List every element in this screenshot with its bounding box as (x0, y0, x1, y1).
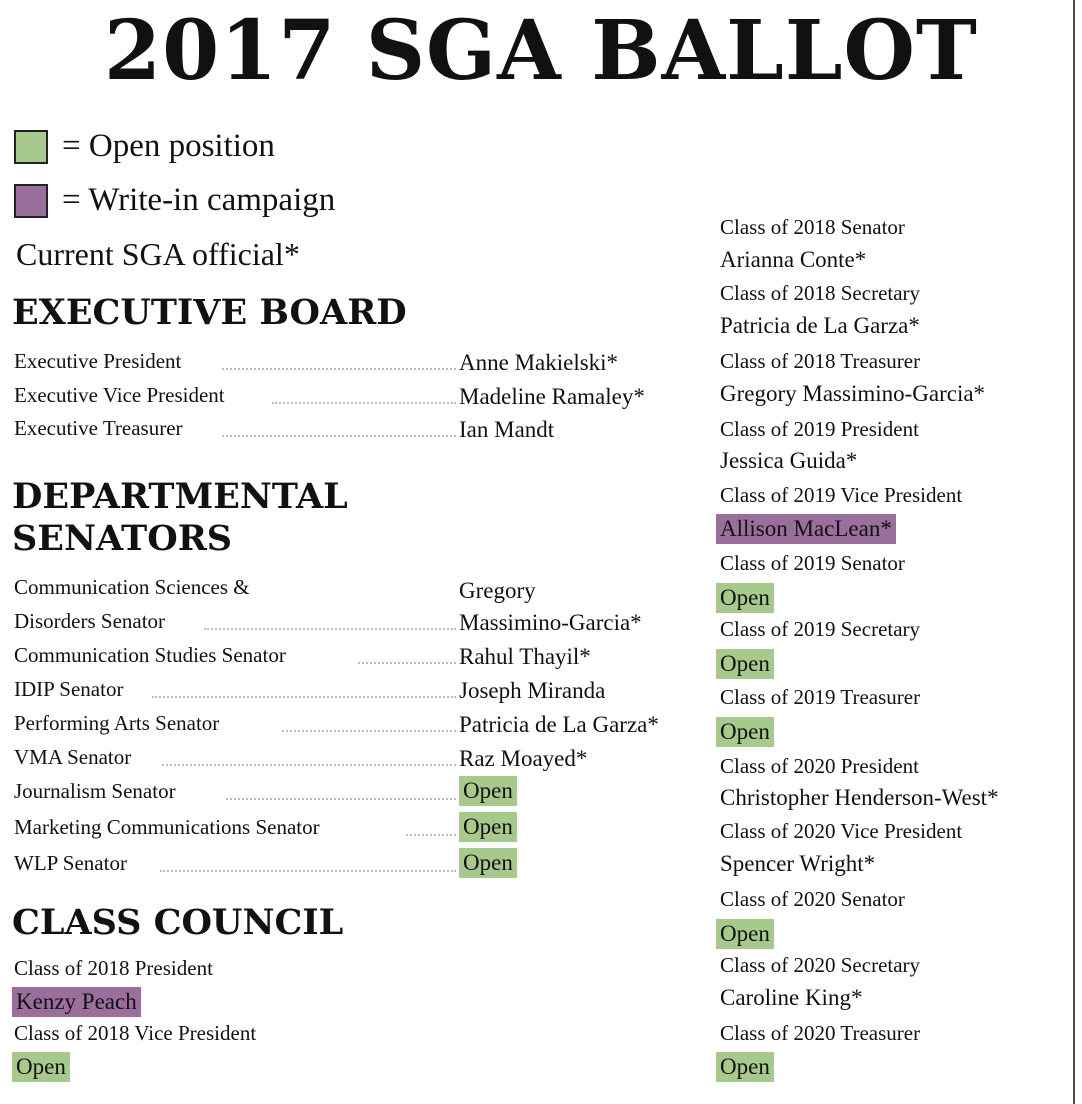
dot-leader (358, 662, 456, 664)
dot-leader (152, 696, 456, 698)
executive-row (14, 346, 704, 378)
departmental-row (14, 812, 704, 844)
candidate-name (716, 717, 774, 747)
open-badge: Open (459, 812, 517, 842)
candidate-name: Anne Makielski* (459, 350, 619, 375)
open-badge: Open (459, 848, 517, 878)
open-badge: Open (716, 1052, 774, 1082)
position-label: Class of 2019 Treasurer (720, 685, 921, 709)
position-label: Communication Studies Senator (14, 643, 286, 667)
open-badge: Open (716, 583, 774, 613)
departmental-row (14, 674, 704, 706)
candidate-name (716, 583, 774, 613)
candidate-name: Joseph Miranda (459, 678, 606, 703)
position-label: Journalism Senator (14, 779, 176, 803)
candidate-name: Gregory (459, 578, 536, 603)
candidate-name: Spencer Wright* (720, 851, 876, 876)
departmental-row (14, 572, 704, 604)
candidate-name (716, 649, 774, 679)
legend-open (14, 128, 275, 165)
dot-leader (406, 834, 456, 836)
page-border-line (1073, 0, 1075, 1104)
executive-row (14, 380, 704, 412)
dot-leader (162, 764, 456, 766)
ballot-title: 2017 SGA BALLOT (104, 3, 978, 99)
open-badge: Open (12, 1052, 70, 1082)
dot-leader (160, 870, 456, 872)
departmental-row (14, 606, 704, 638)
candidate-name: Massimino-Garcia* (459, 610, 642, 635)
candidate-name (716, 919, 774, 949)
candidate-name: Patricia de La Garza* (459, 712, 659, 737)
position-label: Class of 2020 President (720, 754, 919, 778)
position-label: Class of 2020 Secretary (720, 953, 921, 977)
open-swatch-icon (14, 130, 48, 164)
position-label: Disorders Senator (14, 609, 166, 633)
candidate-name: Christopher Henderson-West* (720, 785, 999, 810)
legend-open-label: = Open position (62, 128, 275, 164)
departmental-row (14, 708, 704, 740)
legend-current-official: Current SGA official* (16, 236, 300, 272)
position-label: Class of 2019 Senator (720, 551, 905, 575)
position-label: VMA Senator (14, 745, 132, 769)
candidate-name: Arianna Conte* (720, 247, 867, 272)
open-badge: Open (716, 717, 774, 747)
candidate-name (716, 514, 896, 544)
dot-leader (222, 435, 456, 437)
write-in-badge: Allison MacLean* (716, 514, 896, 544)
open-badge: Open (459, 776, 517, 806)
position-label: IDIP Senator (14, 677, 124, 701)
candidate-name (716, 1052, 774, 1082)
legend-write-in-label: = Write-in campaign (62, 182, 336, 218)
departmental-heading-line2: SENATORS (12, 518, 233, 559)
position-label: Class of 2020 Senator (720, 887, 905, 911)
departmental-heading-line1: DEPARTMENTAL (12, 476, 348, 517)
candidate-name: Patricia de La Garza* (720, 313, 920, 338)
position-label: Class of 2018 Senator (720, 215, 905, 239)
position-label: Class of 2018 Vice President (14, 1021, 257, 1045)
candidate-name (12, 987, 141, 1017)
legend-write-in (14, 182, 335, 219)
position-label: Class of 2018 Treasurer (720, 349, 921, 373)
open-badge: Open (716, 649, 774, 679)
departmental-row (14, 640, 704, 672)
write-in-badge: Kenzy Peach (12, 987, 141, 1017)
position-label: Executive Vice President (14, 383, 225, 407)
position-label: Class of 2019 President (720, 417, 919, 441)
candidate-name: Jessica Guida* (720, 448, 858, 473)
candidate-name: Rahul Thayil* (459, 644, 591, 669)
position-label: Executive President (14, 349, 182, 373)
class-council-heading: CLASS COUNCIL (12, 902, 344, 943)
dot-leader (226, 798, 456, 800)
position-label: Class of 2019 Secretary (720, 617, 921, 641)
position-label: Class of 2019 Vice President (720, 483, 963, 507)
position-label: Executive Treasurer (14, 416, 183, 440)
candidate-name: Caroline King* (720, 985, 863, 1010)
executive-heading: EXECUTIVE BOARD (12, 292, 407, 333)
position-label: WLP Senator (14, 851, 127, 875)
position-label: Class of 2018 President (14, 956, 213, 980)
position-label: Class of 2020 Vice President (720, 819, 963, 843)
dot-leader (282, 730, 456, 732)
departmental-row (14, 742, 704, 774)
candidate-name (459, 848, 517, 878)
candidate-name: Raz Moayed* (459, 746, 588, 771)
dot-leader (204, 628, 456, 630)
dot-leader (272, 402, 456, 404)
position-label: Class of 2020 Treasurer (720, 1021, 921, 1045)
open-badge: Open (716, 919, 774, 949)
dot-leader (222, 368, 456, 370)
executive-row (14, 413, 704, 445)
candidate-name (459, 776, 517, 806)
position-label: Marketing Communications Senator (14, 815, 320, 839)
candidate-name: Gregory Massimino-Garcia* (720, 381, 986, 406)
position-label: Performing Arts Senator (14, 711, 220, 735)
candidate-name: Ian Mandt (459, 417, 555, 442)
candidate-name: Madeline Ramaley* (459, 384, 645, 409)
candidate-name (459, 812, 517, 842)
write-in-swatch-icon (14, 184, 48, 218)
departmental-row (14, 848, 704, 880)
position-label: Class of 2018 Secretary (720, 281, 921, 305)
candidate-name (12, 1052, 70, 1082)
departmental-row (14, 776, 704, 808)
position-label: Communication Sciences & (14, 575, 250, 599)
